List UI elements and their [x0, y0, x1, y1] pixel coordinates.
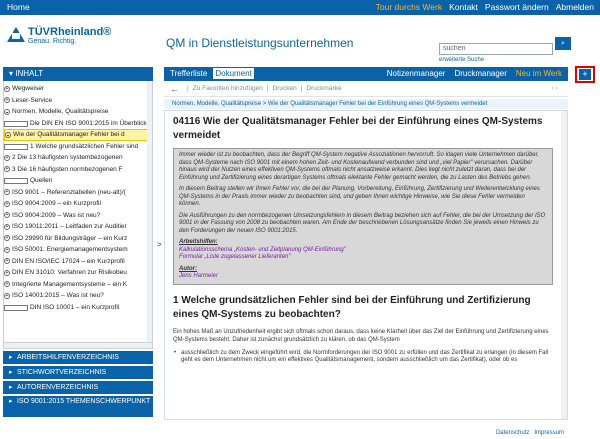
- search-button[interactable]: [555, 37, 571, 50]
- tree-item-label: Die DIN EN ISO 9001:2015 im Überblick: [30, 119, 147, 127]
- author-link[interactable]: Jens Harmeier: [179, 273, 219, 279]
- tuev-logo[interactable]: [7, 26, 111, 45]
- expand-icon[interactable]: +: [5, 235, 9, 242]
- expand-icon[interactable]: +: [5, 97, 9, 104]
- top-navigation-bar: [0, 0, 600, 15]
- sidebar-section-label: STICHWORTVERZEICHNIS: [17, 369, 107, 376]
- plus-icon: +: [579, 69, 591, 80]
- sidebar: [3, 67, 153, 417]
- main-tab-bar: [164, 67, 568, 81]
- tree-item-label: 3 Die 16 häufigsten normbezogenen F: [12, 165, 123, 173]
- tree-item[interactable]: [4, 164, 152, 176]
- tree-item-label: 1 Welche grundsätzlichen Fehler sind: [30, 142, 139, 150]
- tree-item[interactable]: [4, 152, 152, 164]
- tree-item-label: ISO 9004:2009 – ein Kurzprofil: [12, 200, 101, 207]
- privacy-link[interactable]: Datenschutz: [495, 430, 530, 436]
- tab-manager[interactable]: Neu im Werk: [515, 69, 562, 78]
- document-icon[interactable]: [4, 121, 28, 127]
- tree-item[interactable]: [4, 221, 152, 233]
- back-arrow-icon[interactable]: ←: [170, 83, 179, 94]
- main-panel: [164, 67, 568, 420]
- tree-item-label: ISO 29990 für Bildungsträger – ein Kurz: [12, 234, 128, 242]
- tree-item-label: ISO 14001:2015 – Was ist neu?: [12, 292, 104, 299]
- document-icon[interactable]: [4, 144, 28, 150]
- tree-item[interactable]: [4, 129, 148, 141]
- tree-item[interactable]: [4, 187, 152, 199]
- document-title: 04116 Wie der Qualitätsmanager Fehler bei der Einführung eines QM-Systems vermeidet: [173, 116, 543, 141]
- sidebar-section-label: AUTORENVERZEICHNIS: [17, 384, 99, 391]
- tree-item[interactable]: [4, 244, 152, 256]
- chevron-right-icon: ▸: [9, 369, 13, 376]
- tab-dokument[interactable]: Dokument: [215, 69, 252, 78]
- top-nav-links: [376, 2, 594, 12]
- tab-manager[interactable]: Notizenmanager: [386, 69, 446, 78]
- tree-item-label: Quellen: [30, 177, 53, 184]
- body-paragraph: Ein hohes Maß an Unzufriedenheit ergibt sich oftmals schon daraus, dass keine Klarheit über das Ziel der Einführung und Zertifizierung eines QM-Systems besteht. Daher ist zunächst grundsätzlich zu klären, ob das QM-System: [173, 328, 549, 343]
- sidebar-section[interactable]: [3, 396, 153, 417]
- tree-item-label: DIN EN ISO/IEC 17024 – ein Kurzprofil: [12, 257, 125, 265]
- top-nav-link[interactable]: Tour durchs Werk: [375, 2, 443, 12]
- tree-item[interactable]: [4, 267, 152, 279]
- abstract-paragraph: Die Ausführungen zu den normbezogenen Umsetzungsfehlern in diesem Beitrag beziehen sich auf Fehler, die bei der Umsetzung der ISO 9001 in der Fassung von 2008 zu beobachten waren. Am Ende der beschriebenen Lösungsansätze finden Sie jeweils einen Hinweis zu den Forderungen der neuen ISO 9001:2015.: [179, 212, 546, 234]
- abstract-box: [173, 148, 553, 285]
- content-tree: [3, 81, 153, 343]
- collapse-icon[interactable]: [5, 132, 11, 138]
- footer-links: [496, 430, 564, 436]
- tree-vertical-scrollbar[interactable]: [147, 81, 152, 342]
- tree-item-label: ISO 50001: Energiemanagementsystem: [12, 246, 128, 253]
- home-link[interactable]: Home: [7, 2, 30, 12]
- expand-icon[interactable]: +: [5, 200, 9, 207]
- logo-brand: TÜVRheinland®: [28, 26, 112, 38]
- tab-trefferliste[interactable]: Trefferliste: [170, 69, 208, 78]
- collapse-icon[interactable]: [4, 109, 10, 115]
- expand-icon[interactable]: +: [5, 166, 9, 173]
- tree-item[interactable]: [4, 290, 152, 302]
- expand-icon[interactable]: +: [5, 189, 9, 196]
- tuev-triangle-icon: [7, 27, 25, 42]
- abstract-paragraph: Immer wieder ist zu beobachten, dass der Begriff QM-System negative Assoziationen hervorruft. So klagen viele Unternehmen darüber, dass QM-Systeme nach ISO 9001 mit einem hohen Zeit- und Kostenaufwand verbunden sind und „viel Papier" verursachen. Darüber hinaus wird der Nutzen eines effektiven QM-Systems oftmals nicht ansatzweise erkannt. Dies liegt nicht zuletzt daran, dass bei der Einführung und Zertifizierung eines derartigen Systems oftmals elektante Fehler gemacht werden, die zu Lasten des Betriebs gehen.: [179, 152, 539, 181]
- tree-item-label: Leser-Service: [12, 96, 53, 104]
- print-button[interactable]: Drucken: [272, 85, 297, 92]
- tree-item-label: Integrierte Managementsysteme – ein K: [12, 280, 128, 288]
- imprint-link[interactable]: Impressum: [534, 430, 564, 436]
- sidebar-section[interactable]: [3, 351, 153, 364]
- tree-horizontal-scrollbar[interactable]: [3, 343, 153, 349]
- document-icon[interactable]: [4, 178, 28, 184]
- add-favorite-button[interactable]: Zu Favoriten hinzufügen: [192, 85, 263, 92]
- tree-item[interactable]: [4, 95, 152, 107]
- expand-icon[interactable]: +: [5, 292, 9, 299]
- sidebar-section[interactable]: [3, 381, 153, 394]
- tree-item[interactable]: [4, 279, 152, 291]
- top-nav-link[interactable]: Abmelden: [555, 2, 594, 12]
- document-scrollbar[interactable]: [561, 111, 567, 419]
- print-mark-button[interactable]: Druckmarke: [306, 85, 342, 92]
- sidebar-section[interactable]: [3, 366, 153, 379]
- top-nav-link[interactable]: Passwort ändern: [484, 2, 549, 12]
- search-icon: ⌕: [561, 40, 565, 47]
- chevron-right-icon: ▸: [9, 398, 13, 405]
- tree-item[interactable]: [4, 175, 152, 187]
- page-title: QM in Dienstleistungsunternehmen: [166, 36, 354, 50]
- tree-item-label: Wegweiser: [12, 85, 45, 92]
- header: [0, 15, 600, 63]
- sidebar-section-label: ISO 9001:2015 THEMENSCHWERPUNKT: [17, 398, 151, 405]
- tree-item[interactable]: [4, 256, 152, 268]
- section-title: 1 Welche grundsätzlichen Fehler sind bei der Einführung und Zertifizierung eines QM-Systems zu beobachten?: [173, 294, 531, 320]
- tool-link[interactable]: Kalkulationsschema „Kosten- und Zeitplanung QM-Einführung": [179, 246, 346, 253]
- sidebar-section-label: ARBEITSHILFENVERZEICHNIS: [17, 354, 119, 361]
- expand-icon[interactable]: +: [5, 246, 9, 253]
- tool-link[interactable]: Formular „Liste zugelassener Lieferanten": [179, 254, 291, 260]
- chevron-right-icon: ▸: [9, 384, 13, 391]
- tree-item[interactable]: [4, 302, 152, 314]
- expand-icon[interactable]: +: [5, 154, 9, 161]
- tree-item[interactable]: [4, 198, 152, 210]
- tree-item-label: DIN ISO 10001 – ein Kurzprofil: [30, 303, 120, 311]
- tree-item-label: ISO 9001 – Referenztabellen (neu-alt)/(: [12, 188, 126, 196]
- tree-item[interactable]: [4, 141, 152, 153]
- expand-icon[interactable]: +: [5, 223, 9, 230]
- sidebar-header-inhalt[interactable]: ▾ INHALT: [3, 67, 153, 81]
- tools-label: Arbeitshilfen:: [179, 239, 218, 245]
- chevron-right-icon: ▸: [9, 354, 13, 361]
- expand-icon[interactable]: +: [5, 281, 9, 288]
- bullet-item: • ausschließlich zu dem Zweck eingeführt wird, die Normforderungen der ISO 9001 zu erfüllen und das Zertifikat zu erlangen (in diesem Fall geht es dem Unternehmen nicht um ein effektives Qualitätsmanagement, sondern ausschließlich um das Zertifikat), oder ob es: [173, 350, 553, 365]
- search-input[interactable]: [439, 43, 553, 55]
- top-nav-link[interactable]: Kontakt: [449, 2, 478, 12]
- expand-icon[interactable]: +: [5, 269, 9, 276]
- tree-item-label: 2 Die 13 häufigsten systembezogenen: [12, 154, 123, 161]
- tree-item-label: Normen, Modelle, Qualitätspreise: [12, 108, 109, 115]
- logo-claim: Genau. Richtig.: [28, 38, 77, 45]
- tree-item-label: Wie der Qualitätsmanager Fehler bei d: [13, 131, 125, 138]
- advanced-search-link[interactable]: erweiterte Suche: [439, 57, 485, 63]
- document-pager[interactable]: ‹ ›: [551, 85, 558, 92]
- tree-item[interactable]: [4, 83, 152, 95]
- expand-icon[interactable]: +: [5, 85, 9, 92]
- expand-icon[interactable]: +: [5, 258, 9, 265]
- document-toolbar: ← | Zu Favoriten hinzufügen | Drucken | Druckmarke ‹ ›: [164, 81, 568, 97]
- tree-item[interactable]: [4, 210, 152, 222]
- document-icon[interactable]: [4, 305, 28, 311]
- tab-manager[interactable]: Druckmanager: [454, 69, 507, 78]
- expand-icon[interactable]: +: [5, 212, 9, 219]
- search-area: [439, 37, 575, 63]
- author-label: Autor:: [179, 265, 197, 272]
- sidebar-collapse-arrow-icon[interactable]: >: [157, 240, 162, 249]
- tree-item[interactable]: [4, 233, 152, 245]
- tree-item-label: ISO 9004:2009 – Was ist neu?: [12, 211, 101, 219]
- tree-item[interactable]: [4, 106, 152, 118]
- tree-item[interactable]: [4, 118, 152, 130]
- add-button-highlighted[interactable]: [575, 66, 595, 83]
- tree-item-label: ISO 19011:2011 – Leitfaden zur Auditier: [12, 223, 127, 230]
- abstract-paragraph: In diesem Beitrag stellen wir Ihnen Fehler vor, die bei der Planung, Vorbereitung, Einführung, Zertifizierung und Weiterentwicklung eines QM-Systems in der Praxis immer wieder zu beobachten sind, und geben Ihnen wichtige Hinweise, wie Sie diese Fehler vermeiden können.: [179, 186, 540, 207]
- document-content: [164, 110, 568, 420]
- tree-item-label: DIN EN 31010: Verfahren zur Risikobeu: [12, 269, 127, 276]
- breadcrumb[interactable]: Normen, Modelle, Qualitätspreise > Wie der Qualitätsmanager Fehler bei der Einführung eines QM-Systems vermeidet: [164, 99, 568, 109]
